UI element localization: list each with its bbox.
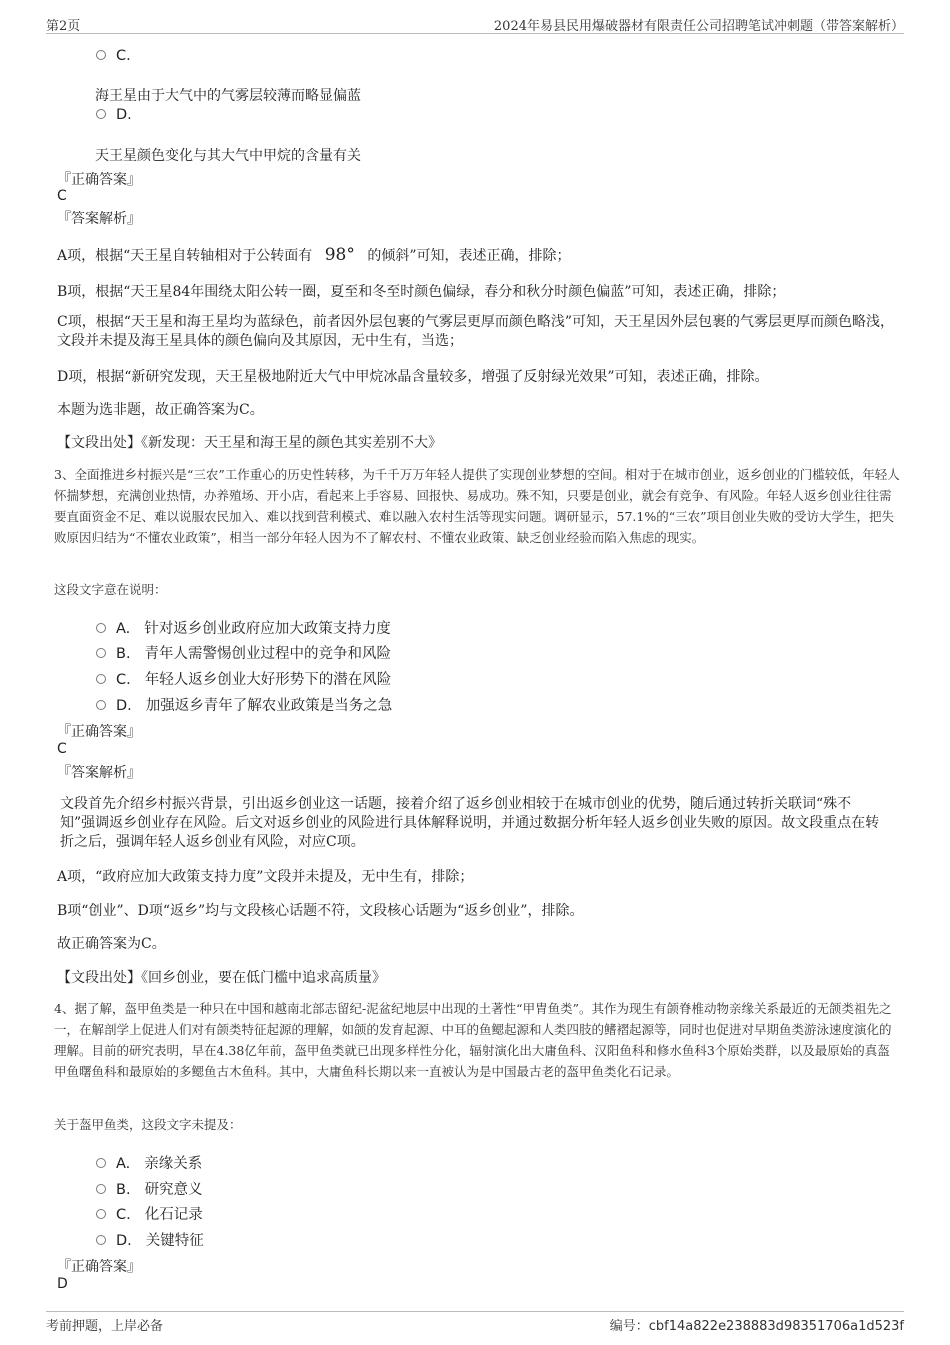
code-value: cbf14a822e238883d98351706a1d523f: [648, 1319, 904, 1334]
answer-value: D: [57, 1276, 68, 1292]
conclusion: 故正确答案为C。: [57, 936, 166, 952]
code-label: 编号：: [609, 1319, 649, 1334]
answer-value: C: [57, 188, 67, 204]
option-d-text: 天王星颜色变化与其大气中甲烷的含量有关: [95, 148, 361, 164]
page-number: 第2页: [46, 19, 81, 34]
source: 【文段出处】《回乡创业，要在低门槛中追求高质量》: [57, 970, 386, 986]
option-d[interactable]: D. 关键特征: [96, 1229, 204, 1250]
option-c[interactable]: C. 化石记录: [96, 1203, 203, 1224]
radio-icon[interactable]: [96, 1235, 106, 1245]
answer-label: 『正确答案』: [57, 1259, 141, 1275]
analysis-text: 文段首先介绍乡村振兴背景，引出返乡创业这一话题，接着介绍了返乡创业相较于在城市创业的优势，随后通过转折关联词“殊不知”强调返乡创业存在风险。后文对返乡创业的风险进行具体解释说明，并通过数据分析年轻人返乡创业失败的原因。故文段重点在转折之后，强调年轻人返乡创业有风险，对应C项。: [60, 796, 880, 850]
radio-icon[interactable]: [96, 1158, 106, 1168]
footer-divider: [46, 1311, 904, 1312]
option-c[interactable]: C. 年轻人返乡创业大好形势下的潜在风险: [96, 668, 391, 689]
question-prompt: 这段文字意在说明：: [54, 582, 167, 597]
radio-icon[interactable]: [96, 1184, 106, 1194]
radio-icon[interactable]: [96, 50, 106, 60]
question-passage: 3、全面推进乡村振兴是“三农”工作重心的历史性转移，为千千万万年轻人提供了实现创业梦想的空间。相对于在城市创业，返乡创业的门槛较低，年轻人怀揣梦想，充满创业热情，办养殖场、开小店，看起来上手容易、回报快、易成功。殊不知，只要是创业，就会有竞争、有风险。年轻人返乡创业往往需要直面资金不足、难以说服农民加入、难以找到营利模式、难以融入农村生活等现实问题。调研显示，57.1%的“三农”项目创业失败的受访大学生，把失败原因归结为“不懂农业政策”，相当一部分年轻人因为不了解农村、不懂农业政策、缺乏创业经验而陷入焦虑的现实。: [54, 467, 900, 545]
source: 【文段出处】《新发现：天王星和海王星的颜色其实差别不大》: [57, 435, 442, 451]
question-passage: 4、据了解，盔甲鱼类是一种只在中国和越南北部志留纪-泥盆纪地层中出现的土著性“甲胄鱼类”。其作为现生有颌脊椎动物亲缘关系最近的无颌类祖先之一，在解剖学上促进人们对有颌类特征起源的理解，如颌的发育起源、中耳的鱼鳃起源和人类四肢的鳍褶起源等，同时也促进对早期鱼类游泳速度演化的理解。目前的研究表明，早在4.38亿年前，盔甲鱼类就已出现多样性分化，辐射演化出大庸鱼科、汉阳鱼科和修水鱼科3个原始类群，以及最原始的真盔甲鱼曙鱼科和最原始的多鳃鱼古木鱼科。其中，大庸鱼科长期以来一直被认为是中国最古老的盔甲鱼类化石记录。: [54, 1001, 892, 1079]
analysis-c: C项，根据“天王星和海王星均为蓝绿色，前者因外层包裹的气雾层更厚而颜色略浅”可知，天王星因外层包裹的气雾层更厚而颜色略浅，文段并未提及海王星具体的颜色偏向及其原因，无中生有，当选；: [57, 314, 895, 349]
answer-label: 『正确答案』: [57, 724, 141, 740]
answer-value: C: [57, 741, 67, 757]
option-letter: C.: [116, 48, 131, 64]
option-a[interactable]: A. 亲缘关系: [96, 1152, 202, 1173]
header-divider: [46, 33, 904, 34]
radio-icon[interactable]: [96, 1209, 106, 1219]
option-b[interactable]: B. 青年人需警惕创业过程中的竞争和风险: [96, 642, 391, 663]
document-code: [610, 1315, 904, 1334]
option-c[interactable]: [96, 48, 131, 64]
footer-slogan: 考前押题，上岸必备: [46, 1319, 164, 1334]
option-c-text: 海王星由于大气中的气雾层较薄而略显偏蓝: [95, 88, 361, 104]
radio-icon[interactable]: [96, 700, 106, 710]
radio-icon[interactable]: [96, 623, 106, 633]
option-d[interactable]: [96, 107, 132, 123]
analysis-label: 『答案解析』: [57, 765, 141, 781]
answer-label: 『正确答案』: [57, 172, 141, 188]
radio-icon[interactable]: [96, 674, 106, 684]
analysis-a-post: 的倾斜”可知，表述正确，排除；: [367, 248, 571, 264]
analysis-a: [57, 245, 571, 265]
document-title: 2024年易县民用爆破器材有限责任公司招聘笔试冲刺题（带答案解析）: [493, 19, 904, 34]
analysis-d: D项，根据“新研究发现，天王星极地附近大气中甲烷冰晶含量较多，增强了反射绿光效果”可知，表述正确，排除。: [57, 369, 769, 385]
option-b[interactable]: B. 研究意义: [96, 1178, 203, 1199]
question-prompt: 关于盔甲鱼类，这段文字未提及：: [54, 1117, 242, 1132]
degree-value: 98°: [324, 245, 355, 265]
option-d[interactable]: D. 加强返乡青年了解农业政策是当务之急: [96, 694, 392, 715]
conclusion: 本题为选非题，故正确答案为C。: [57, 402, 264, 418]
radio-icon[interactable]: [96, 109, 106, 119]
analysis-label: 『答案解析』: [57, 211, 141, 227]
analysis-a: A项，“政府应加大政策支持力度”文段并未提及，无中生有，排除；: [57, 869, 474, 885]
analysis-b: B项，根据“天王星84年围绕太阳公转一圈，夏至和冬至时颜色偏绿，春分和秋分时颜色偏蓝”可知，表述正确，排除；: [57, 284, 786, 300]
analysis-a-pre: A项，根据“天王星自转轴相对于公转面有: [57, 248, 313, 264]
option-letter: D.: [116, 107, 132, 123]
radio-icon[interactable]: [96, 648, 106, 658]
analysis-bd: B项“创业”、D项“返乡”均与文段核心话题不符，文段核心话题为“返乡创业”，排除。: [57, 903, 584, 919]
option-a[interactable]: A. 针对返乡创业政府应加大政策支持力度: [96, 617, 391, 638]
